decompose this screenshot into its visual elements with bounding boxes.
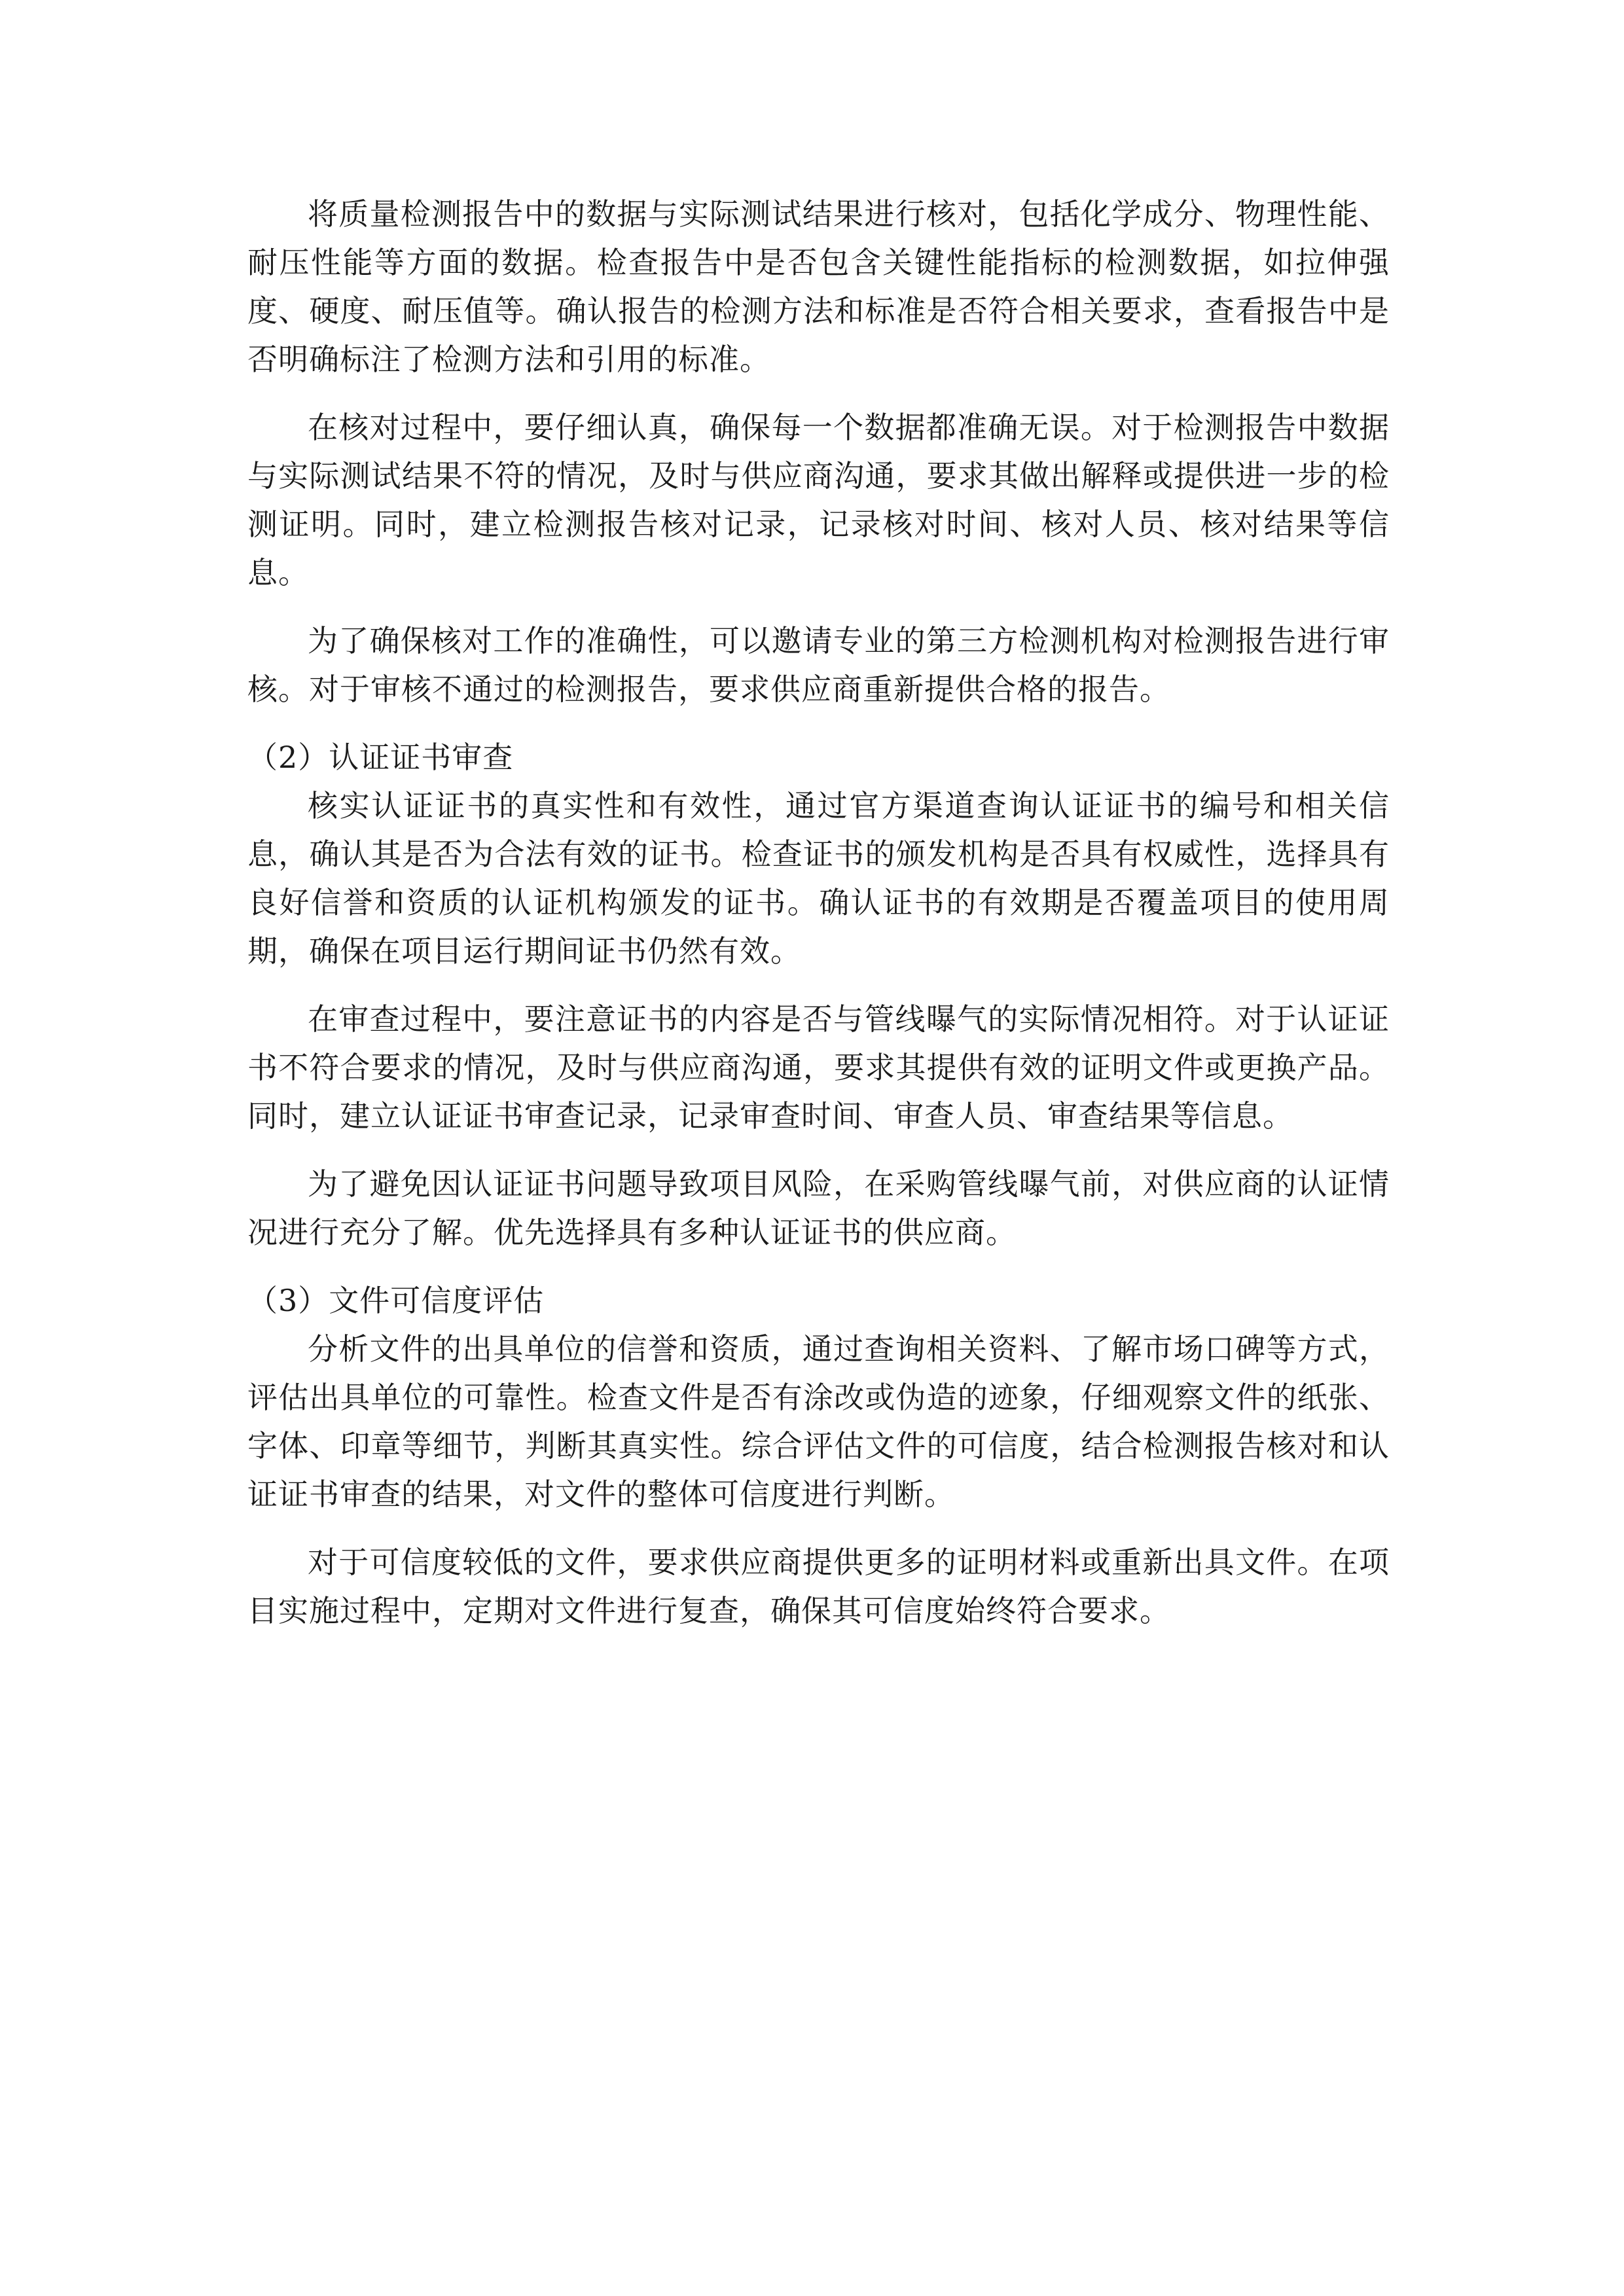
paragraph-report-verification: 将质量检测报告中的数据与实际测试结果进行核对，包括化学成分、物理性能、耐压性能等方面的数据。检查报告中是否包含关键性能指标的检测数据，如拉伸强度、硬度、耐压值等。确认报告的检测方法和标准是否符合相关要求，查看报告中是否明确标注了检测方法和引用的标准。 bbox=[247, 196, 1390, 377]
paragraph-verification-process: 在核对过程中，要仔细认真，确保每一个数据都准确无误。对于检测报告中数据与实际测试结果不符的情况，及时与供应商沟通，要求其做出解释或提供进一步的检测证明。同时，建立检测报告核对记录，记录核对时间、核对人员、核对结果等信息。 bbox=[247, 410, 1390, 590]
paragraph-certificate-authenticity: 核实认证证书的真实性和有效性，通过官方渠道查询认证证书的编号和相关信息，确认其是否为合法有效的证书。检查证书的颁发机构是否具有权威性，选择具有良好信誉和资质的认证机构颁发的证书。确认证书的有效期是否覆盖项目的使用周期，确保在项目运行期间证书仍然有效。 bbox=[247, 788, 1390, 969]
paragraph-certificate-risk: 为了避免因认证证书问题导致项目风险，在采购管线曝气前，对供应商的认证情况进行充分了解。优先选择具有多种认证证书的供应商。 bbox=[247, 1166, 1390, 1250]
document-body bbox=[247, 190, 1390, 1655]
paragraph-third-party-review: 为了确保核对工作的准确性，可以邀请专业的第三方检测机构对检测报告进行审核。对于审核不通过的检测报告，要求供应商重新提供合格的报告。 bbox=[247, 623, 1390, 707]
paragraph-issuer-analysis: 分析文件的出具单位的信誉和资质，通过查询相关资料、了解市场口碑等方式，评估出具单位的可靠性。检查文件是否有涂改或伪造的迹象，仔细观察文件的纸张、字体、印章等细节，判断其真实性。综合评估文件的可信度，结合检测报告核对和认证证书审查的结果，对文件的整体可信度进行判断。 bbox=[247, 1331, 1390, 1512]
paragraph-certificate-review-process: 在审查过程中，要注意证书的内容是否与管线曝气的实际情况相符。对于认证证书不符合要求的情况，及时与供应商沟通，要求其提供有效的证明文件或更换产品。同时，建立认证证书审查记录，记录审查时间、审查人员、审查结果等信息。 bbox=[247, 1001, 1390, 1134]
section-heading-document-credibility: （3）文件可信度评估 bbox=[247, 1283, 545, 1318]
section-heading-certificate-review: （2）认证证书审查 bbox=[247, 740, 514, 775]
paragraph-low-credibility-handling: 对于可信度较低的文件，要求供应商提供更多的证明材料或重新出具文件。在项目实施过程中，定期对文件进行复查，确保其可信度始终符合要求。 bbox=[247, 1545, 1390, 1628]
